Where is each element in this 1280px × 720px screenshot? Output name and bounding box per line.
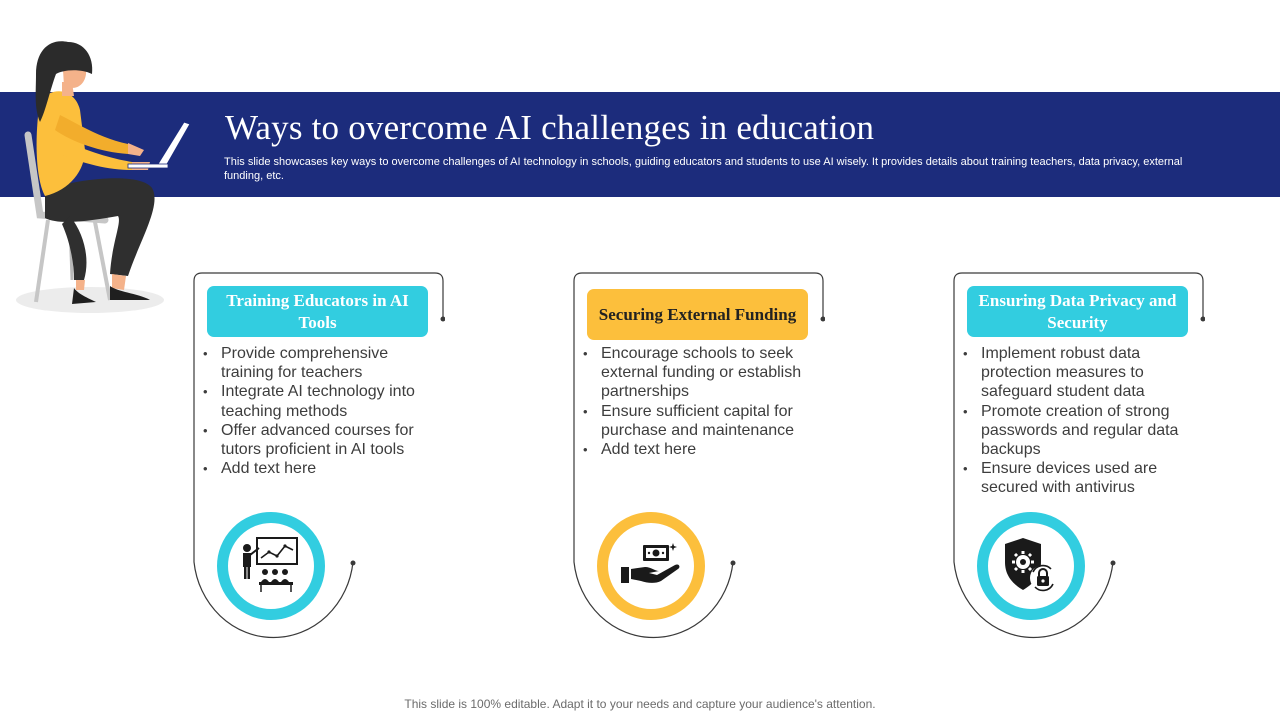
footer-note: This slide is 100% editable. Adapt it to your needs and capture your audience's attention. — [404, 697, 876, 711]
card-external-funding — [573, 272, 825, 649]
page-title: Ways to overcome AI challenges in education — [225, 108, 875, 147]
card-points — [963, 344, 1191, 498]
icon-ring — [597, 512, 705, 620]
page-subtitle: This slide showcases key ways to overcome challenges of AI technology in schools, guiding educators and students to use AI wisely. It provides details about training teachers, data privacy, external funding, etc. — [224, 156, 1183, 182]
icon-ring — [217, 512, 325, 620]
hand-money-icon — [619, 541, 683, 591]
card-title: Securing External Funding — [587, 289, 808, 340]
shield-lock-icon — [999, 536, 1063, 596]
card-points — [583, 344, 811, 459]
list-item: • Integrate AI technology into teaching methods — [203, 382, 431, 420]
list-item: • Add text here — [583, 440, 811, 459]
list-item: • Promote creation of strong passwords and regular data backups — [963, 402, 1191, 460]
list-item: • Ensure sufficient capital for purchase and maintenance — [583, 402, 811, 440]
list-item: • Implement robust data protection measures to safeguard student data — [963, 344, 1191, 402]
teacher-presentation-icon — [237, 536, 305, 596]
card-data-privacy — [953, 272, 1205, 649]
list-item: • Offer advanced courses for tutors proficient in AI tools — [203, 421, 431, 459]
card-points — [203, 344, 431, 478]
list-item: • Add text here — [203, 459, 431, 478]
woman-laptop-illustration — [0, 30, 210, 320]
icon-ring — [977, 512, 1085, 620]
card-training-educators — [193, 272, 445, 649]
card-title: Ensuring Data Privacy and Security — [967, 286, 1188, 337]
card-title: Training Educators in AI Tools — [207, 286, 428, 337]
list-item: • Encourage schools to seek external funding or establish partnerships — [583, 344, 811, 402]
list-item: • Ensure devices used are secured with antivirus — [963, 459, 1191, 497]
list-item: • Provide comprehensive training for teachers — [203, 344, 431, 382]
